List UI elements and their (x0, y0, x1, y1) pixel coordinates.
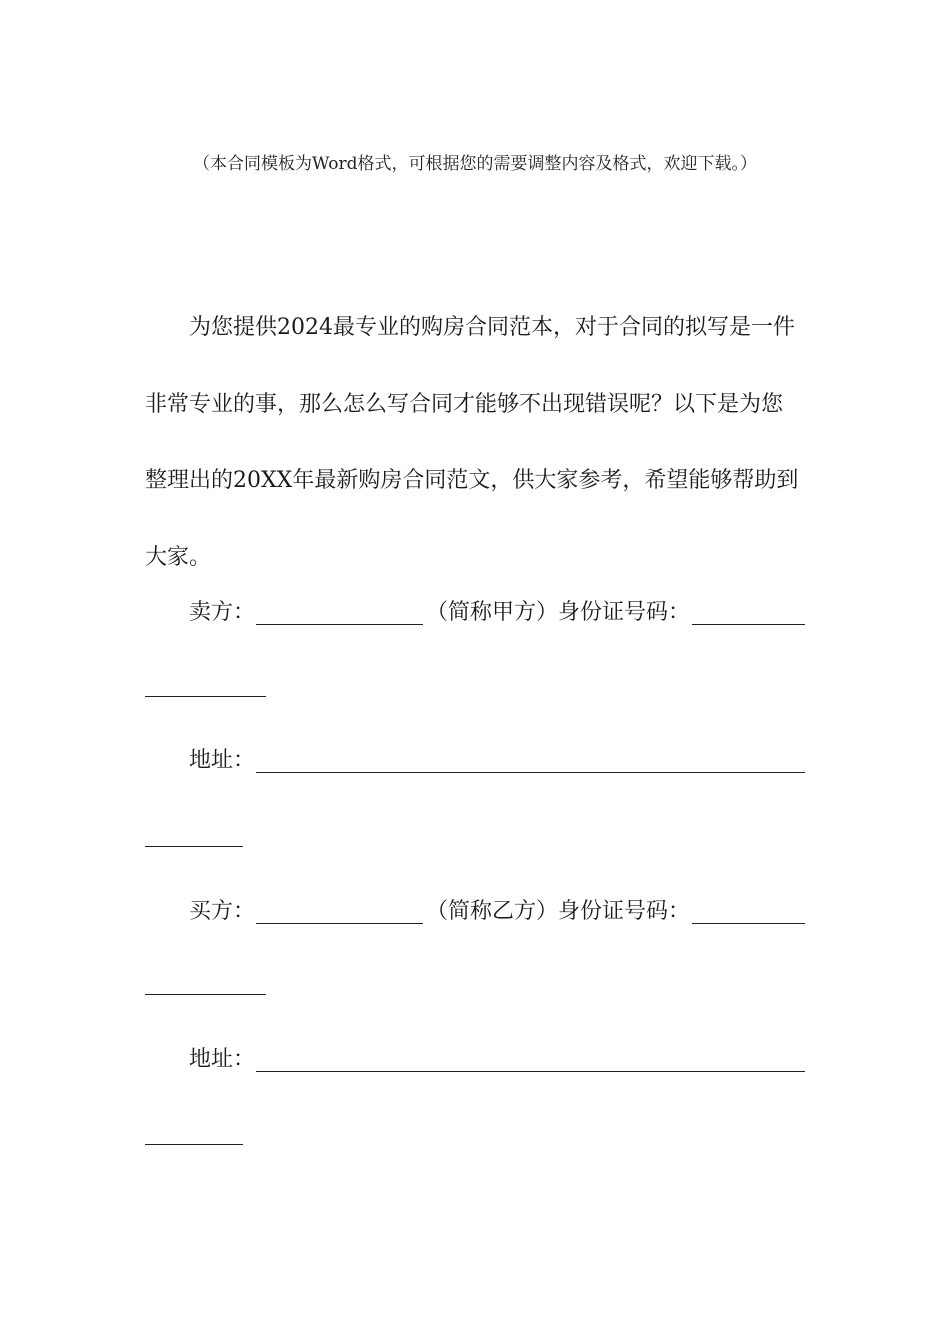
seller-id-blank-continued[interactable] (145, 696, 266, 697)
seller-row (145, 597, 805, 629)
intro-line-2: 非常专业的事，那么怎么写合同才能够不出现错误呢？以下是为您 (145, 391, 784, 417)
buyer-address-label: 地址： (189, 1047, 256, 1072)
buyer-label: 买方： (189, 899, 256, 924)
buyer-row (145, 896, 805, 928)
seller-address-row (145, 745, 805, 777)
seller-address-label: 地址： (189, 748, 256, 773)
seller-id-label: 身份证号码： (558, 600, 691, 625)
seller-address-blank-continued[interactable] (145, 846, 243, 847)
buyer-address-blank[interactable] (256, 1071, 805, 1072)
buyer-id-blank-continued[interactable] (145, 994, 266, 995)
seller-id-blank[interactable] (692, 624, 805, 625)
buyer-id-label: 身份证号码： (558, 899, 691, 924)
intro-paragraph (145, 290, 805, 596)
buyer-id-blank[interactable] (692, 923, 805, 924)
intro-line-3: 整理出的20XX年最新购房合同范文，供大家参考，希望能够帮助到 (145, 468, 799, 493)
buyer-name-blank[interactable] (256, 923, 423, 924)
template-note: （本合同模板为Word格式，可根据您的需要调整内容及格式，欢迎下载。） (192, 154, 758, 174)
buyer-address-row (145, 1044, 805, 1076)
seller-short-name: （简称甲方） (426, 600, 559, 625)
seller-label: 卖方： (189, 600, 256, 625)
intro-line-1: 为您提供2024最专业的购房合同范本，对于合同的拟写是一件 (189, 315, 795, 340)
intro-line-4: 大家。 (145, 544, 212, 570)
seller-name-blank[interactable] (256, 624, 423, 625)
buyer-address-blank-continued[interactable] (145, 1144, 243, 1145)
seller-address-blank[interactable] (256, 772, 805, 773)
buyer-short-name: （简称乙方） (426, 899, 559, 924)
